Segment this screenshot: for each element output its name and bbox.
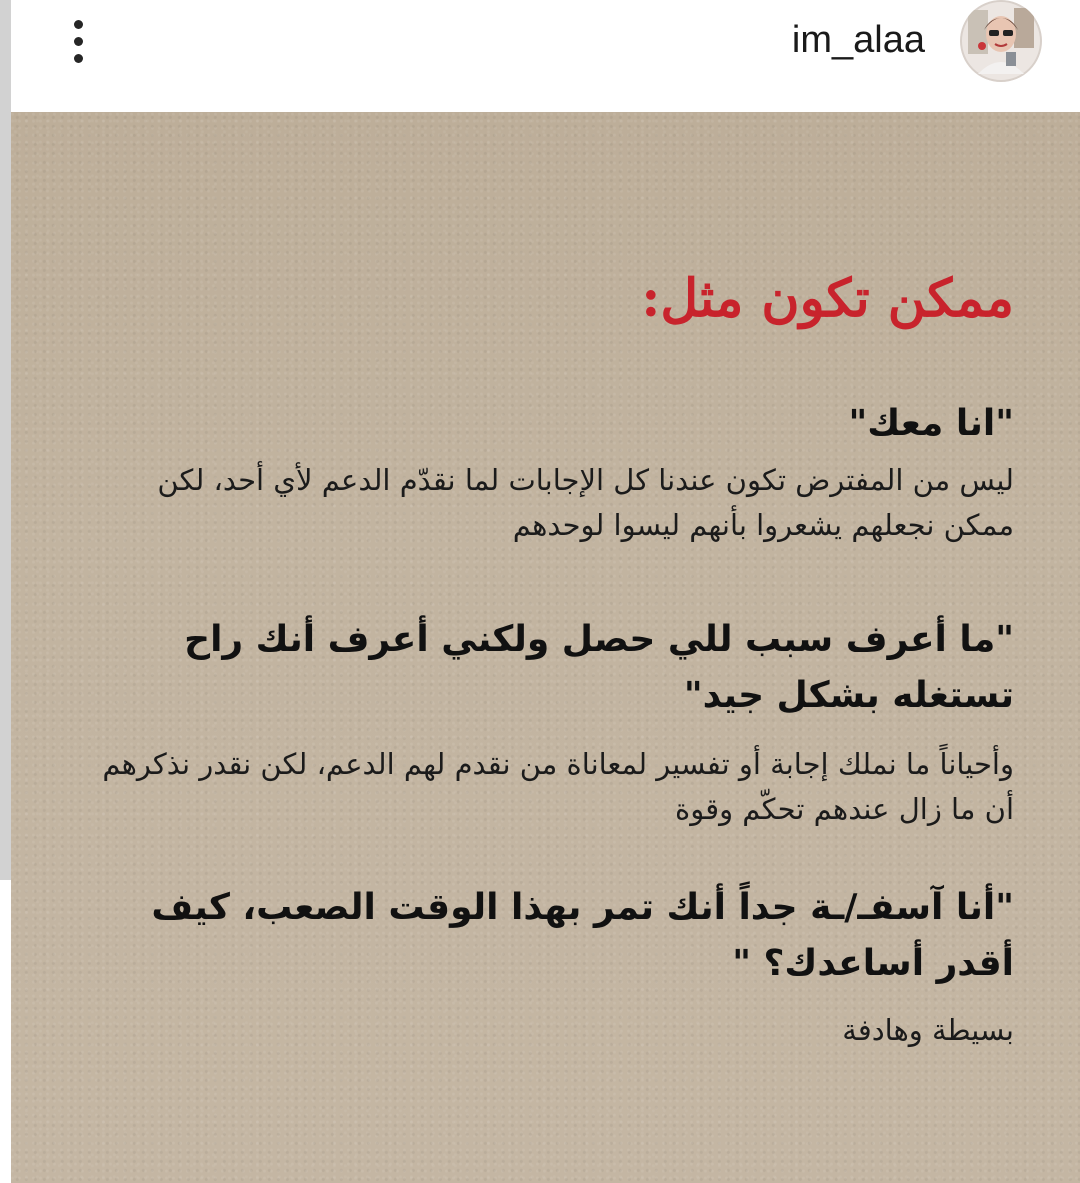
more-vertical-icon (74, 20, 83, 29)
quote-3: "أنا آسفـ/ـة جداً أنك تمر بهذا الوقت الصعب، كيف أقدر أساعدك؟ " (151, 887, 1014, 984)
quote-2-description: وأحياناً ما نملك إجابة أو تفسير لمعاناة من نقدم لهم الدعم، لكن نقدر نذكرهم أن ما زال عندهم تحكّم وقوة (102, 747, 1014, 826)
quote-2: "ما أعرف سبب للي حصل ولكني أعرف أنك راح تستغله بشكل جيد" (184, 619, 1014, 716)
more-options-button[interactable] (55, 14, 101, 68)
more-vertical-icon-dot (74, 54, 83, 63)
profile-photo-icon (960, 0, 1042, 82)
more-vertical-icon-dot (74, 37, 83, 46)
quote-1: "انا معك" (848, 403, 1014, 444)
avatar[interactable] (960, 0, 1042, 82)
post-header (11, 0, 1080, 112)
username-link[interactable]: im_alaa (791, 19, 925, 61)
post-headline: ممكن تكون مثل: (641, 268, 1014, 329)
quote-3-description: بسيطة وهادفة (842, 1013, 1014, 1047)
scroll-indicator (0, 0, 11, 880)
quote-1-description: ليس من المفترض تكون عندنا كل الإجابات لما نقدّم الدعم لأي أحد، لكن ممكن نجعلهم يشعروا بأنهم ليسوا لوحدهم (157, 463, 1014, 542)
post-image (11, 112, 1080, 1183)
